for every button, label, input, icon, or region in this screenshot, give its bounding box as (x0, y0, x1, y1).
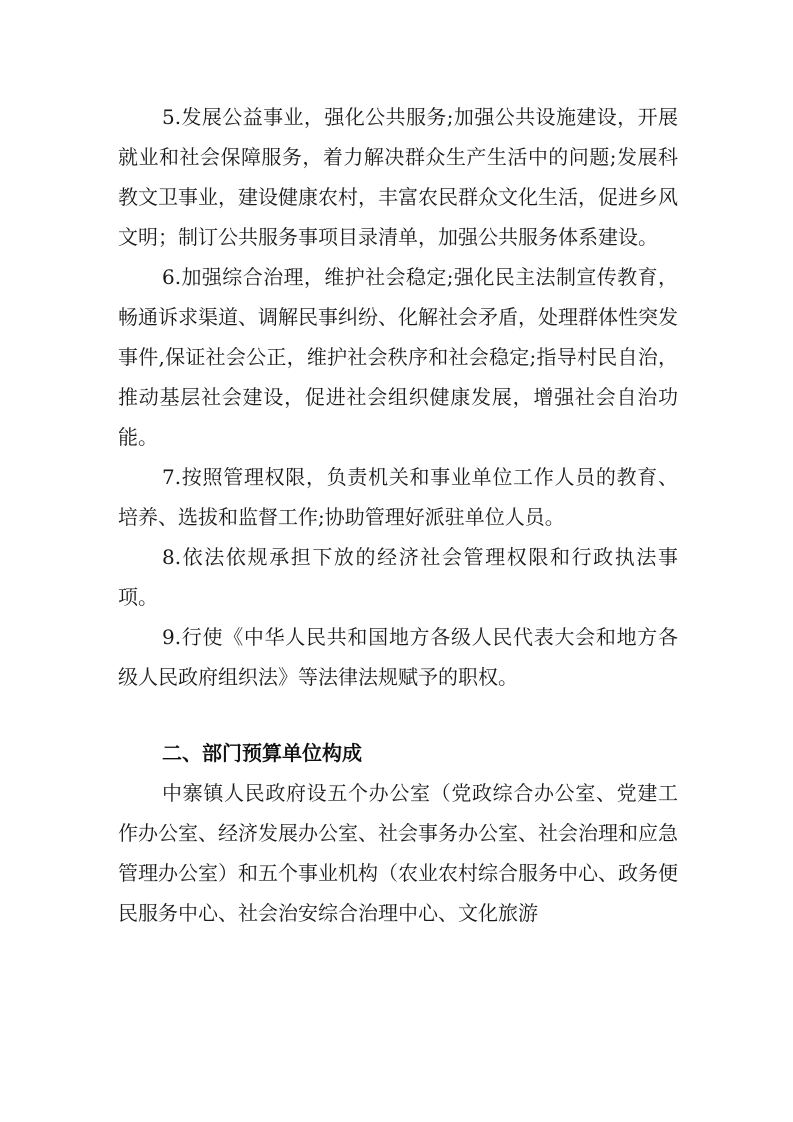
paragraph-item-5: 5.发展公益事业，强化公共服务;加强公共设施建设，开展就业和社会保障服务，着力解决群众生产生活中的问题;发展科教文卫事业，建设健康农村，丰富农民群众文化生活，促进乡风文明；制订公共服务事项目录清单，加强公共服务体系建设。 (118, 105, 678, 249)
paragraph-item-7: 7.按照管理权限，负责机关和事业单位工作人员的教育、培养、选拔和监督工作;协助管理好派驻单位人员。 (118, 465, 678, 529)
paragraph-item-6: 6.加强综合治理，维护社会稳定;强化民主法制宣传教育，畅通诉求渠道、调解民事纠纷、化解社会矛盾，处理群体性突发事件,保证社会公正，维护社会秩序和社会稳定;指导村民自治，推动基层社会建设，促进社会组织健康发展，增强社会自治功能。 (118, 265, 678, 449)
document-body (118, 97, 678, 933)
section-heading: 二、部门预算单位构成 (162, 741, 362, 765)
paragraph-item-9: 9.行使《中华人民共和国地方各级人民代表大会和地方各级人民政府组织法》等法律法规赋予的职权。 (118, 625, 678, 689)
section-paragraph: 中寨镇人民政府设五个办公室（党政综合办公室、党建工作办公室、经济发展办公室、社会事务办公室、社会治理和应急管理办公室）和五个事业机构（农业农村综合服务中心、政务便民服务中心、社会治安综合治理中心、文化旅游 (118, 781, 678, 925)
paragraph-item-8: 8.依法依规承担下放的经济社会管理权限和行政执法事项。 (118, 545, 678, 609)
